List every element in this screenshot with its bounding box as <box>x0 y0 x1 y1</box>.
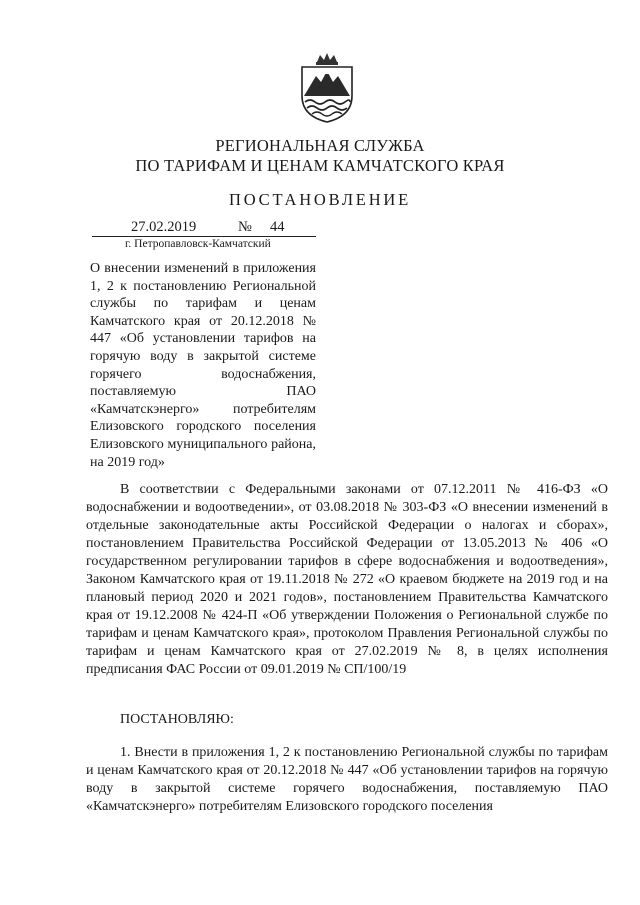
date-number-underline <box>92 236 316 237</box>
preamble-paragraph: В соответствии с Федеральными законами от 07.12.2011 № 416-ФЗ «О водоснабжении и водоотведении», от 03.08.2018 № 303-ФЗ «О внесении изменений в отдельные законодательные акты Российской Федерации о налогах и сборах», постановлением Правительства Российской Федерации от 13.05.2013 № 406 «О государственном регулировании тарифов в сфере водоснабжения и водоотведения», Законом Камчатского края от 19.11.2018 № 272 «О краевом бюджете на 2019 год и на плановый период 2020 и 2021 годов», постановлением Правительства Камчатского края от 19.12.2008 № 424-П «Об утверждении Положения о Региональной службе по тарифам и ценам Камчатского края», протоколом Правления Региональной службы по тарифам и ценам Камчатского края от 27.02.2019 № 8, в целях исполнения предписания ФАС России от 09.01.2019 № СП/100/19 <box>86 482 608 677</box>
number-sign: № <box>238 219 252 235</box>
kamchatka-coat-of-arms-icon <box>296 52 358 124</box>
org-name-line1: РЕГИОНАЛЬНАЯ СЛУЖБА <box>215 136 425 155</box>
resolve-heading: ПОСТАНОВЛЯЮ: <box>120 712 234 727</box>
document-type-title: ПОСТАНОВЛЕНИЕ <box>229 190 411 209</box>
item-1-paragraph: 1. Внести в приложения 1, 2 к постановлению Региональной службы по тарифам и ценам Камчатского края от 20.12.2018 № 447 «Об установлении тарифов на горячую воду в закрытой системе горячего водоснабжения, поставляемую ПАО «Камчатскэнерго» потребителям Елизовского городского поселения <box>86 745 608 814</box>
issue-city: г. Петропавловск-Камчатский <box>125 238 271 250</box>
document-date: 27.02.2019 <box>131 219 197 235</box>
org-name-line2: ПО ТАРИФАМ И ЦЕНАМ КАМЧАТСКОГО КРАЯ <box>135 156 505 175</box>
document-number: 44 <box>270 219 285 235</box>
document-subject: О внесении изменений в приложения 1, 2 к постановлению Региональной службы по тарифам и ценам Камчатского края от 20.12.2018 № 447 «Об установлении тарифов на горячую воду в закрытой системе горячего водоснабжения, поставляемую ПАО «Камчатскэнерго» потребителям Елизовского городского поселения Елизовского муниципального района, на 2019 год» <box>90 261 316 470</box>
